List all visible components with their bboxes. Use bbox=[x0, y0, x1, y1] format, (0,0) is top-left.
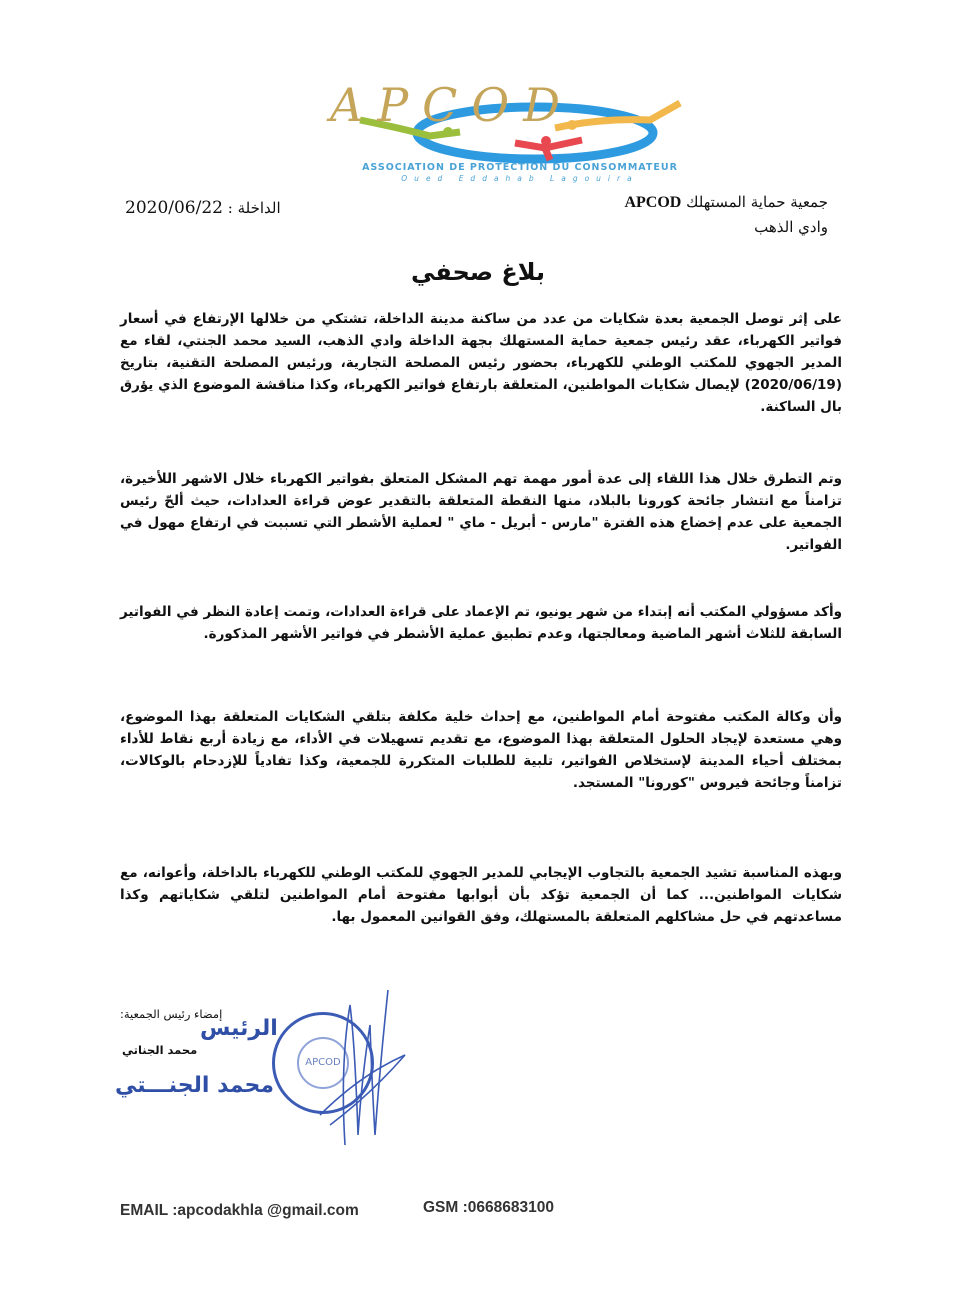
org-acronym: APCOD bbox=[624, 194, 682, 211]
signatory-name: محمد الجناتي bbox=[122, 1043, 198, 1057]
footer-email: EMAIL :apcodakhla @gmail.com bbox=[120, 1202, 359, 1219]
logo-subtitle: ASSOCIATION DE PROTECTION DU CONSOMMATEUR bbox=[362, 162, 678, 173]
place-date bbox=[125, 198, 281, 218]
body-paragraph: على إثر توصل الجمعية بعدة شكايات من عدد من ساكنة مدينة الداخلة، تشتكي من خلالها الإرتفاع في أسعار فواتير الكهرباء، عقد رئيس جمعية حماية المستهلك بجهة الداخلة وادي الذهب، السيد محمد الجنتي، لقاء مع المدير الجهوي للمكتب الوطني للكهرباء، بحضور رئيس المصلحة التجارية، ورئيس المصلحة التقنية، بتاريخ (2020/06/19) لإيصال شكايات المواطنين، المتعلقة بارتفاع فواتير الكهرباء، وكذا مناقشة الموضوع الذي يؤرق بال الساكنة. bbox=[120, 311, 842, 415]
document-date: 2020/06/22 bbox=[125, 198, 223, 218]
place-label: الداخلة : bbox=[227, 199, 281, 217]
signature-title: الرئيس bbox=[200, 1016, 278, 1041]
document-title: بلاغ صحفي bbox=[410, 258, 546, 286]
body-paragraph: وتم التطرق خلال هذا اللقاء إلى عدة أمور مهمة تهم المشكل المتعلق بفواتير الكهرباء خلال الاشهر اللأخيرة، تزامناً مع انتشار جائحة كورونا بالبلاد، منها النقطة المتعلقة بالتقدير عوض قراءة العدادات، حيث ألحّ رئيس الجمعية على عدم إخضاع هذه الفترة "مارس - أبريل - ماي " لعملية الأشطر التي تسببت في ارتفاع مهول في الفواتير. bbox=[120, 471, 842, 553]
logo-subtitle-region: Oued Eddahab Lagouira bbox=[401, 174, 639, 183]
apcod-logo bbox=[320, 78, 720, 188]
org-name: جمعية حماية المستهلك bbox=[686, 193, 828, 211]
logo-letters: APCOD bbox=[330, 78, 574, 132]
signature-scribble-icon bbox=[300, 985, 410, 1155]
body-paragraph: وأكد مسؤولي المكتب أنه إبتداء من شهر يونيو، تم الإعماد على قراءة العدادات، وتمت إعادة النظر في الفواتير السابقة للثلاث أشهر الماضية ومعالجتها، وعدم تطبيق عملية الأشطر في فواتير الأشهر المذكورة. bbox=[120, 604, 842, 642]
footer-gsm: GSM :0668683100 bbox=[423, 1199, 554, 1216]
signature-label: إمضاء رئيس الجمعية: bbox=[120, 1007, 223, 1021]
stamp-text: APCOD bbox=[297, 1037, 349, 1089]
handwritten-name: محمد الجنـــتي bbox=[115, 1073, 275, 1098]
org-region: وادي الذهب bbox=[754, 218, 828, 236]
body-paragraph: وأن وكالة المكتب مفتوحة أمام المواطنين، مع إحداث خلية مكلفة بتلقي الشكايات المتعلقة بهذا الموضوع، وهي مستعدة لإيجاد الحلول المتعلقة بهذا الموضوع، مع تقديم تسهيلات في الأداء، مع زيادة أربع نقاط للأداء بمختلف أحياء المدينة لإستخلاص الفواتير، تلبية للطلبات المتكررة للجمعية، وكذا تفادياً للإزدحام بالوكالات، تزامناً وجائحة فيروس "كورونا" المستجد. bbox=[120, 709, 842, 791]
body-paragraph: وبهذه المناسبة تشيد الجمعية بالتجاوب الإيجابي للمدير الجهوي للمكتب الوطني للكهرباء بالداخلة، وأعوانه، مع شكايات المواطنين... كما أن الجمعية تؤكد بأن أبوابها مفتوحة أمام المواطنين لتلقي شكاياتهم وكذا مساعدتهم في حل مشاكلهم المتعلقة بالمستهلك، وفق القوانين المعمول بها. bbox=[120, 865, 842, 925]
org-header bbox=[624, 190, 828, 239]
